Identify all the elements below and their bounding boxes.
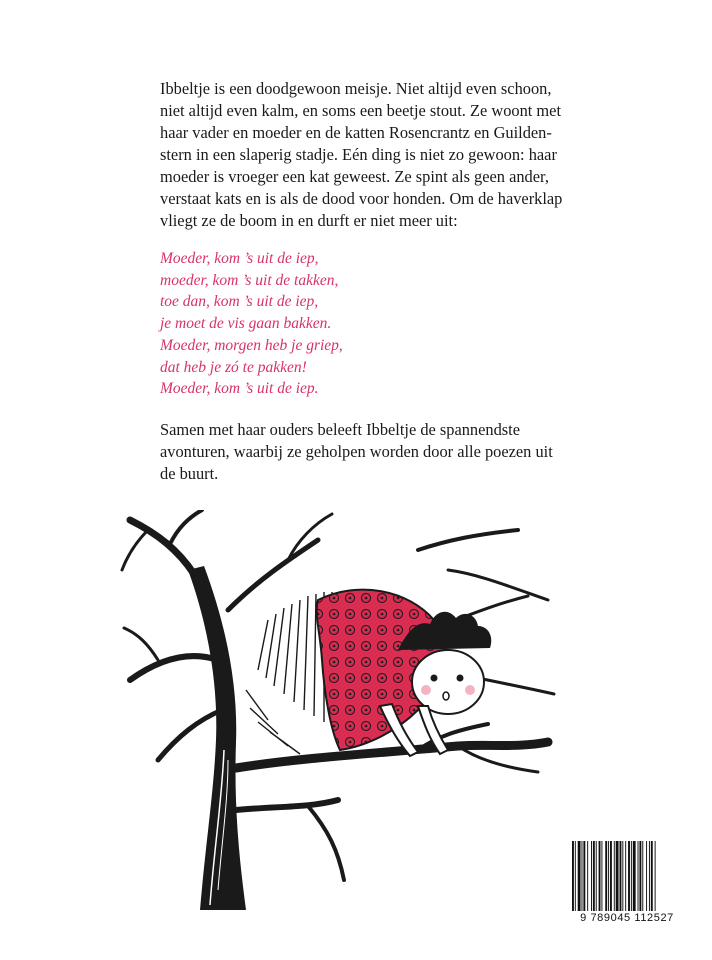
intro-line: Ibbeltje is een doodgewoon meisje. Niet altijd even schoon, <box>160 79 552 98</box>
intro-line: moeder is vroeger een kat geweest. Ze spint als geen ander, <box>160 167 549 186</box>
outro-line: de buurt. <box>160 464 219 483</box>
isbn-number: 9 789045 112527 <box>580 912 674 924</box>
barcode-bar <box>610 841 612 911</box>
poem-line: je moet de vis gaan bakken. <box>160 315 332 333</box>
barcode-bar <box>593 841 595 911</box>
poem-line: dat heb je zó te pakken! <box>160 358 307 376</box>
tree-trunk <box>188 566 246 910</box>
barcode-bar <box>631 841 632 911</box>
poem-line: Moeder, morgen heb je griep, <box>160 336 343 354</box>
barcode-bar <box>655 841 656 911</box>
barcode-bar <box>596 841 597 911</box>
barcode-bar <box>639 841 641 911</box>
intro-line: niet altijd even kalm, en soms een beetje stout. Ze woont met <box>160 101 562 120</box>
barcode-bar <box>651 841 653 911</box>
barcode-bar <box>601 841 602 911</box>
barcode-bar <box>575 841 576 911</box>
poem-line: moeder, kom ’s uit de takken, <box>160 271 339 289</box>
barcode-bar <box>591 841 592 911</box>
intro-line: verstaat kats en is als de dood voor honden. Om de haverklap <box>160 189 563 208</box>
barcode-bar <box>638 841 639 911</box>
barcode-bar <box>625 841 626 911</box>
barcode-bar <box>633 841 636 911</box>
barcode-bar <box>622 841 623 911</box>
poem-stanza <box>160 248 460 400</box>
barcode-bar <box>649 841 650 911</box>
barcode-bar <box>587 841 588 911</box>
barcode-bar <box>642 841 643 911</box>
intro-line: stern in een slaperig stadje. Eén ding is niet zo gewoon: haar <box>160 145 557 164</box>
barcode-bar <box>628 841 630 911</box>
outro-line: Samen met haar ouders beleeft Ibbeltje de spannendste <box>160 420 521 439</box>
outro-paragraph <box>160 419 630 485</box>
poem-line: toe dan, kom ’s uit de iep, <box>160 293 319 311</box>
intro-line: haar vader en moeder en de katten Rosencrantz en Guilden- <box>160 123 552 142</box>
intro-line: vliegt ze de boom in en durft er niet meer uit: <box>160 211 458 230</box>
barcode-bar <box>582 841 583 911</box>
barcode-bar <box>646 841 647 911</box>
poem-line: Moeder, kom ’s uit de iep. <box>160 380 319 398</box>
barcode-bar <box>578 841 581 911</box>
barcode-bar <box>608 841 609 911</box>
isbn-barcode <box>568 841 686 927</box>
outro-line: avonturen, waarbij ze geholpen worden door alle poezen uit <box>160 442 553 461</box>
barcode-bar <box>620 841 622 911</box>
tree-girl-illustration <box>118 510 558 910</box>
poem-line: Moeder, kom ’s uit de iep, <box>160 250 319 267</box>
barcode-bar <box>599 841 601 911</box>
barcode-bar <box>616 841 619 911</box>
barcode-bar <box>614 841 615 911</box>
barcode-bar <box>572 841 574 911</box>
barcode-bar <box>583 841 585 911</box>
intro-paragraph <box>160 78 630 232</box>
barcode-bars <box>568 841 686 911</box>
barcode-bar <box>605 841 607 911</box>
